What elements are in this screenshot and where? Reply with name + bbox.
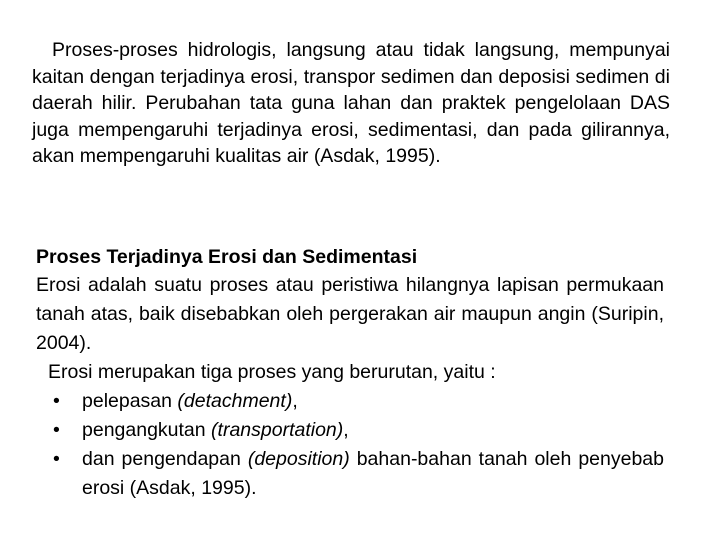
bullet-icon: •	[53, 418, 60, 441]
list-item-suffix: ,	[292, 389, 298, 412]
list-item-text: pengangkutan	[82, 418, 212, 441]
list-item-text: dan pengendapan	[82, 447, 248, 470]
intro-paragraph: Proses-proses hidrologis, langsung atau tidak langsung, mempunyai kaitan dengan terjadinya erosi, transpor sedimen dan deposisi sedimen di daerah hilir. Perubahan tata guna lahan dan praktek pengelolaan DAS juga mempengaruhi terjadinya erosi, sedimentasi, dan pada gilirannya, akan mempengaruhi kualitas air (Asdak, 1995).	[32, 39, 670, 168]
erosion-process-list	[36, 387, 664, 503]
list-item-term: (deposition)	[247, 447, 350, 470]
list-item-suffix: ,	[343, 418, 349, 441]
list-item-term: (transportation)	[211, 418, 344, 441]
list-item	[36, 445, 664, 503]
list-item	[36, 387, 664, 416]
erosion-definition: Erosi adalah suatu proses atau peristiwa hilangnya lapisan permukaan tanah atas, baik disebabkan oleh pergerakan air maupun angin (Suripin, 2004).	[36, 273, 664, 354]
list-item-term: (detachment)	[177, 389, 293, 412]
list-item-suffix: bahan-bahan tanah oleh penyebab erosi (Asdak, 1995).	[82, 447, 664, 499]
list-item-text: pelepasan	[82, 389, 178, 412]
bullet-icon: •	[53, 447, 60, 470]
list-item	[36, 416, 664, 445]
bullet-icon: •	[53, 389, 60, 412]
section-heading: Proses Terjadinya Erosi dan Sedimentasi	[36, 246, 418, 268]
erosion-process-intro: Erosi merupakan tiga proses yang berurutan, yaitu :	[48, 360, 496, 383]
erosion-section	[36, 244, 664, 503]
